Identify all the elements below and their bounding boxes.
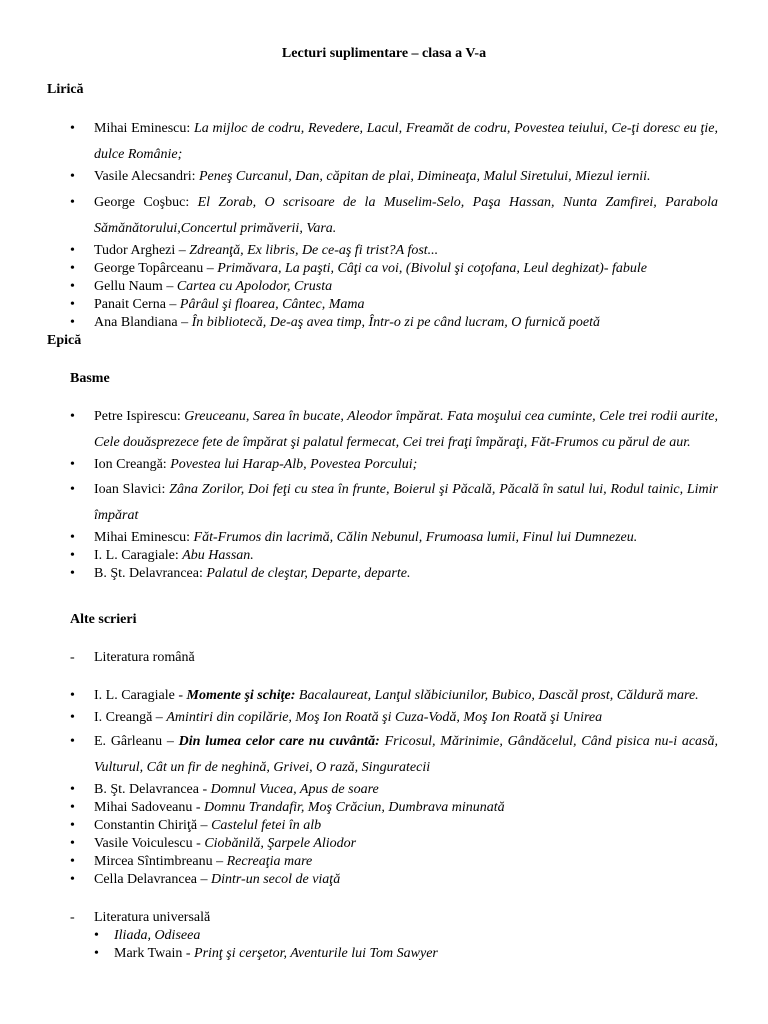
list-item: • Vasile Voiculescu - Ciobănilă, Şarpele Aliodor bbox=[70, 835, 718, 853]
list-item: • Constantin Chiriţă – Castelul fetei în alb bbox=[70, 817, 718, 835]
list-item: • George Coşbuc: El Zorab, O scrisoare de la Muselim-Selo, Paşa Hassan, Nunta Zamfirei, Parabola Sămănătorului,Concertul primăverii, Vara. bbox=[70, 190, 718, 242]
list-item: • Mark Twain - Prinţ şi cerşetor, Aventurile lui Tom Sawyer bbox=[94, 945, 694, 963]
subsection-heading-basme: Basme bbox=[70, 371, 110, 386]
list-item: • Petre Ispirescu: Greuceanu, Sarea în bucate, Aleodor împărat. Fata moşului cea cuminte, Cele trei rodii aurite, Cele douăsprezece fete de împărat şi palatul fermecat, Cei trei fraţi împăraţi, Făt-Frumos cu părul de aur. bbox=[70, 404, 718, 456]
list-item: • Mihai Eminescu: Făt-Frumos din lacrimă, Călin Nebunul, Frumoasa lumii, Finul lui Dumnezeu. bbox=[70, 529, 718, 547]
list-item: • B. Şt. Delavrancea: Palatul de cleştar, Departe, departe. bbox=[70, 565, 718, 583]
list-item: • Mircea Sîntimbreanu – Recreaţia mare bbox=[70, 853, 718, 871]
section-heading-lirica: Lirică bbox=[47, 82, 84, 97]
lirica-list bbox=[70, 116, 718, 332]
basme-list bbox=[70, 404, 718, 583]
list-item: • Tudor Arghezi – Zdreanţă, Ex libris, De ce-aş fi trist?A fost... bbox=[70, 242, 718, 260]
list-item: • Gellu Naum – Cartea cu Apolodor, Crusta bbox=[70, 278, 718, 296]
list-item: • I. L. Caragiale: Abu Hassan. bbox=[70, 547, 718, 565]
category-literatura-universala: - Literatura universală bbox=[70, 910, 211, 925]
list-item: • Mihai Eminescu: La mijloc de codru, Revedere, Lacul, Freamăt de codru, Povestea teiului, Ce-ţi doresc eu ţie, dulce Românie; bbox=[70, 116, 718, 168]
list-item: • Ion Creangă: Povestea lui Harap-Alb, Povestea Porcului; bbox=[70, 456, 718, 474]
list-item: • B. Şt. Delavrancea - Domnul Vucea, Apus de soare bbox=[70, 781, 718, 799]
list-item: • Mihai Sadoveanu - Domnu Trandafir, Moş Crăciun, Dumbrava minunată bbox=[70, 799, 718, 817]
page-title: Lecturi suplimentare – clasa a V-a bbox=[281, 46, 487, 61]
list-item: • E. Gârleanu – Din lumea celor care nu cuvântă: Fricosul, Mărinimie, Gândăcelul, Când pisica nu-i acasă, Vulturul, Cât un fir de neghină, Grivei, O rază, Singuratecii bbox=[70, 729, 718, 781]
list-item: • Vasile Alecsandri: Peneş Curcanul, Dan, căpitan de plai, Dimineaţa, Malul Siretului, Miezul iernii. bbox=[70, 168, 718, 186]
subsection-heading-alte-scrieri: Alte scrieri bbox=[70, 612, 137, 627]
category-literatura-romana: - Literatura română bbox=[70, 650, 195, 665]
list-item: • George Topârceanu – Primăvara, La paşti, Câţi ca voi, (Bivolul şi coţofana, Leul deghizat)- fabule bbox=[70, 260, 718, 278]
literatura-universala-list bbox=[94, 927, 694, 963]
list-item: • Cella Delavrancea – Dintr-un secol de viaţă bbox=[70, 871, 718, 889]
list-item: • Iliada, Odiseea bbox=[94, 927, 694, 945]
list-item: • Ana Blandiana – În bibliotecă, De-aş avea timp, Într-o zi pe când lucram, O furnică poetă bbox=[70, 314, 718, 332]
list-item: • Ioan Slavici: Zâna Zorilor, Doi feţi cu stea în frunte, Boierul şi Păcală, Păcală în satul lui, Rodul tainic, Limir împărat bbox=[70, 477, 718, 529]
list-item: • Panait Cerna – Pârâul şi floarea, Cântec, Mama bbox=[70, 296, 718, 314]
list-item: • I. Creangă – Amintiri din copilărie, Moş Ion Roată şi Cuza-Vodă, Moş Ion Roată şi Unirea bbox=[70, 709, 718, 727]
literatura-romana-list bbox=[70, 683, 718, 889]
section-heading-epica: Epică bbox=[47, 333, 82, 348]
list-item: • I. L. Caragiale - Momente şi schiţe: Bacalaureat, Lanţul slăbiciunilor, Bubico, Dascăl prost, Căldură mare. bbox=[70, 683, 718, 709]
